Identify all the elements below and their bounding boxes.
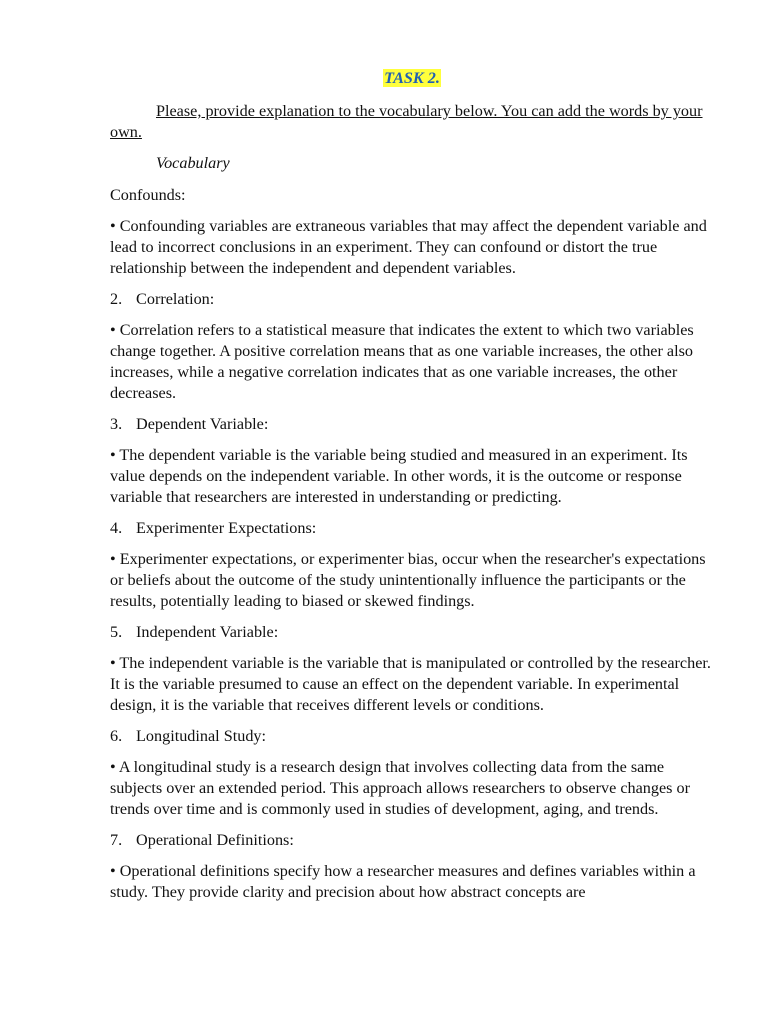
term-label: Dependent Variable: <box>136 415 269 433</box>
task-title: TASK 2. <box>384 69 440 87</box>
definition-confounds: • Confounding variables are extraneous variables that may affect the dependent variable and lead to incorrect conclusions in an experiment. They can confound or distort the true relationship between the independent and dependent variables. <box>110 217 707 277</box>
term-heading-longitudinal-study <box>110 726 714 747</box>
term-number: 2. <box>110 290 123 308</box>
term-heading-dependent-variable <box>110 414 714 435</box>
term-heading-operational-definitions <box>110 830 714 851</box>
term-heading-correlation <box>110 289 714 310</box>
instruction-text: Please, provide explanation to the vocabulary below. You can add the words by your own. <box>110 102 703 141</box>
title-row <box>110 68 714 90</box>
term-label: Longitudinal Study: <box>136 727 266 745</box>
term-number: 4. <box>110 519 123 537</box>
term-heading-confounds <box>110 185 714 206</box>
definition-dependent-variable: • The dependent variable is the variable being studied and measured in an experiment. Its value depends on the independent variable. In other words, it is the outcome or response variable that researchers are interested in understanding or predicting. <box>110 446 688 506</box>
term-number: 7. <box>110 831 123 849</box>
vocabulary-heading: Vocabulary <box>156 154 230 172</box>
definition-longitudinal-study: • A longitudinal study is a research design that involves collecting data from the same subjects over an extended period. This approach allows researchers to observe changes or trends over time and is commonly used in studies of development, aging, and trends. <box>110 758 690 818</box>
definition-correlation: • Correlation refers to a statistical measure that indicates the extent to which two variables change together. A positive correlation means that as one variable increases, the other also increases, while a negative correlation indicates that as one variable increases, the other decreases. <box>110 321 694 402</box>
document-page <box>110 68 714 913</box>
term-heading-experimenter-expectations <box>110 518 714 539</box>
term-label: Experimenter Expectations: <box>136 519 317 537</box>
definition-independent-variable: • The independent variable is the variable that is manipulated or controlled by the researcher. It is the variable presumed to cause an effect on the dependent variable. In experimental design, it is the variable that receives different levels or conditions. <box>110 654 711 714</box>
term-label: Operational Definitions: <box>136 831 294 849</box>
term-label: Independent Variable: <box>136 623 279 641</box>
term-number: 3. <box>110 415 123 433</box>
definition-operational-definitions: • Operational definitions specify how a researcher measures and defines variables within a study. They provide clarity and precision about how abstract concepts are <box>110 862 696 901</box>
term-number: 6. <box>110 727 123 745</box>
term-number: 5. <box>110 623 123 641</box>
definition-experimenter-expectations: • Experimenter expectations, or experimenter bias, occur when the researcher's expectations or beliefs about the outcome of the study unintentionally influence the participants or the results, potentially leading to biased or skewed findings. <box>110 550 706 610</box>
term-label: Confounds: <box>110 186 186 204</box>
term-label: Correlation: <box>136 290 215 308</box>
term-heading-independent-variable <box>110 622 714 643</box>
